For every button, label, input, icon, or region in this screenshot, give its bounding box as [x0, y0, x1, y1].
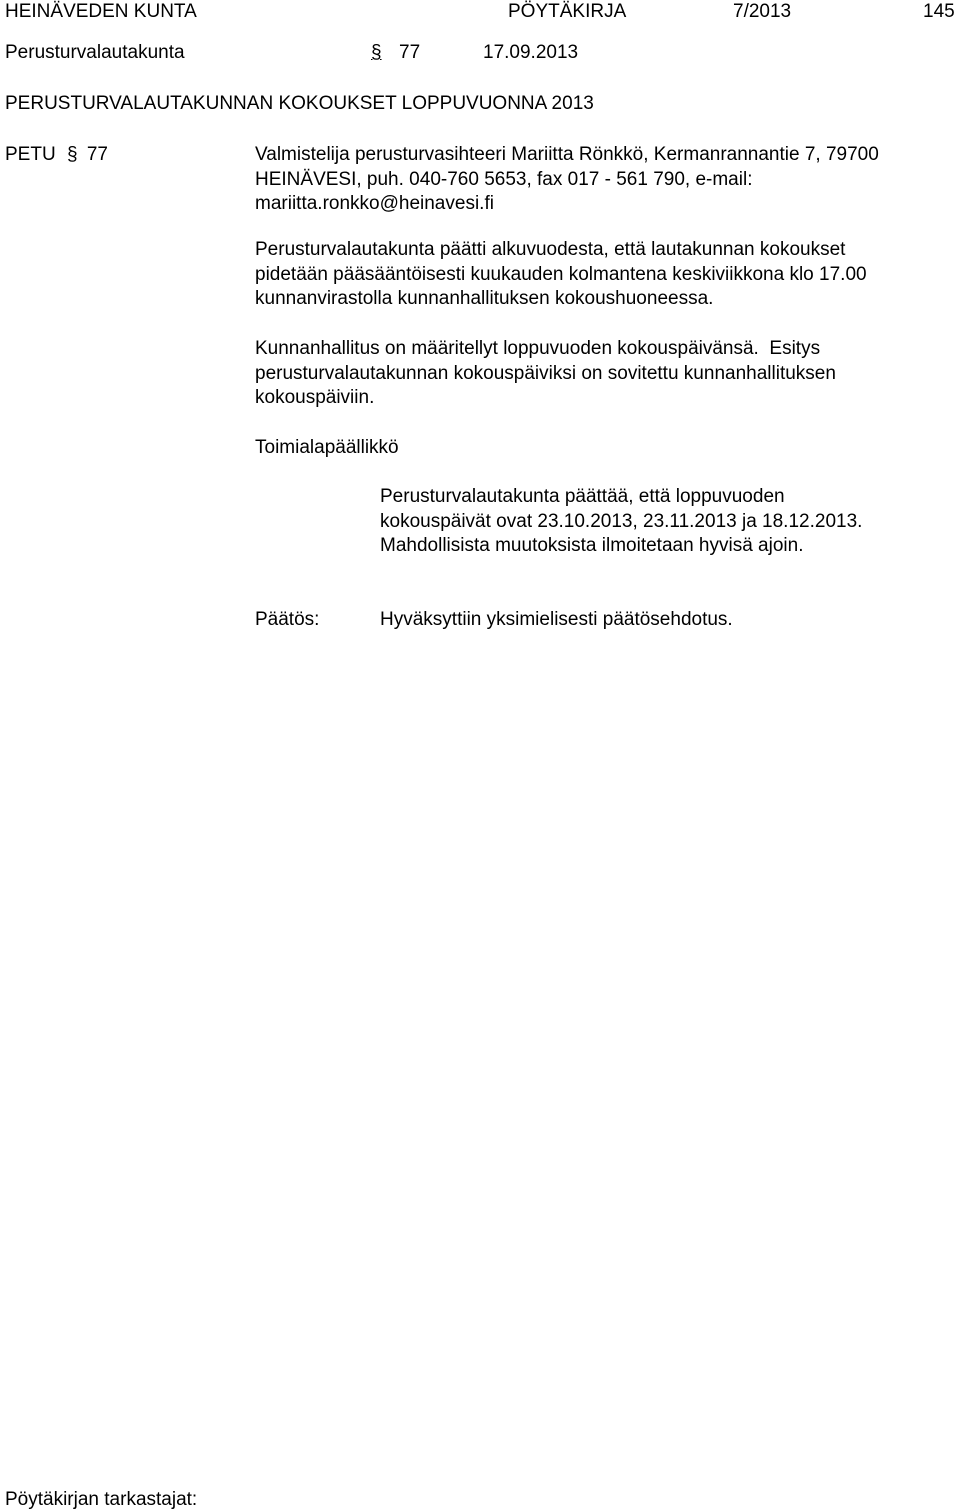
page-number: 145: [923, 1, 955, 22]
section-number: 77: [399, 42, 421, 63]
footer-inspectors-label: Pöytäkirjan tarkastajat:: [5, 1489, 198, 1510]
meeting-date: 17.09.2013: [483, 42, 579, 63]
paragraph-line: Perusturvalautakunta päätti alkuvuodesta, että lautakunnan kokoukset: [255, 239, 846, 260]
issue-number: 7/2013: [733, 1, 792, 22]
paragraph-line: Kunnanhallitus on määritellyt loppuvuoden kokouspäivänsä. Esitys: [255, 338, 821, 359]
preparer-line: HEINÄVESI, puh. 040-760 5653, fax 017 - 561 790, e-mail:: [255, 168, 753, 190]
paragraph-line: kunnanvirastolla kunnanhallituksen kokoushuoneessa.: [255, 288, 714, 310]
decision-label: Päätös:: [255, 609, 320, 630]
section-symbol: §: [371, 42, 382, 63]
committee-name: Perusturvalautakunta: [5, 42, 185, 63]
proposal-line: Perusturvalautakunta päättää, että loppuvuoden: [380, 486, 785, 507]
proposal-text: [380, 485, 862, 559]
page-title: PERUSTURVALAUTAKUNNAN KOKOUKSET LOPPUVUONNA 2013: [5, 93, 594, 114]
item-section-number: 77: [86, 144, 108, 165]
paragraph-meeting-schedule: [255, 238, 867, 312]
paragraph-line: pidetään pääsääntöisesti kuukauden kolmantena keskiviikkona klo 17.00: [255, 263, 867, 285]
item-code-label: PETU: [5, 144, 56, 165]
decision-text: Hyväksyttiin yksimielisesti päätösehdotus.: [380, 609, 733, 630]
preparer-info: [255, 143, 879, 217]
preparer-line: Valmistelija perusturvasihteeri Mariitta Rönkkö, Kermanrannantie 7, 79700: [255, 144, 879, 165]
item-section-symbol: §: [66, 144, 78, 165]
proposal-line: Mahdollisista muutoksista ilmoitetaan hyvisä ajoin.: [380, 535, 804, 557]
proposal-line: kokouspäivät ovat 23.10.2013, 23.11.2013 ja 18.12.2013.: [380, 510, 863, 532]
org-name: HEINÄVEDEN KUNTA: [5, 1, 197, 22]
preparer-email: mariitta.ronkko@heinavesi.fi: [255, 193, 494, 215]
proposer-label: Toimialapäällikkö: [255, 437, 399, 458]
item-code: [5, 143, 108, 167]
paragraph-line: kokouspäiviin.: [255, 387, 375, 409]
paragraph-board-dates: [255, 337, 836, 411]
document-type: PÖYTÄKIRJA: [508, 1, 627, 22]
paragraph-line: perusturvalautakunnan kokouspäiviksi on sovitettu kunnanhallituksen: [255, 362, 836, 384]
